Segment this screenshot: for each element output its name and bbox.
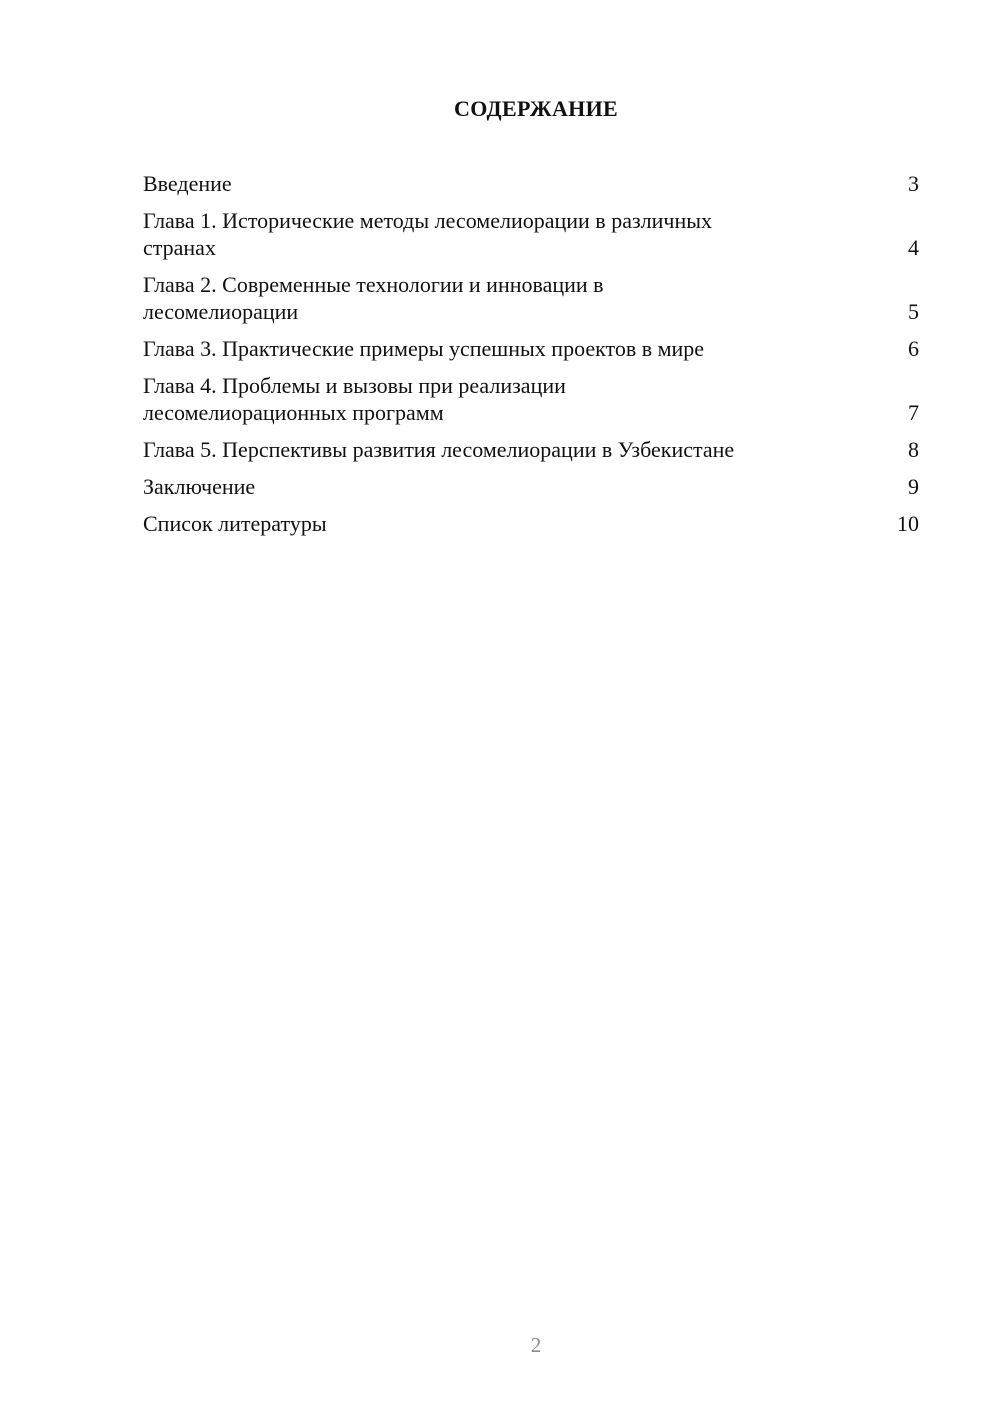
toc-entry-chapter-2[interactable]: [143, 271, 919, 325]
toc-entry-chapter-4[interactable]: [143, 372, 919, 426]
toc-entry-references[interactable]: [143, 510, 919, 537]
toc-entry-title-line: Заключение: [143, 474, 256, 499]
toc-entry-page: 9: [908, 474, 919, 499]
toc-entry-title: [143, 510, 843, 537]
toc-entry-title: [143, 335, 843, 362]
toc-entry-page: 3: [908, 171, 919, 196]
toc-entry-title: [143, 170, 843, 197]
toc-entry-title: [143, 372, 843, 426]
toc-entry-title: [143, 436, 843, 463]
toc-entry-conclusion[interactable]: [143, 473, 919, 500]
toc-entry-title-line: Глава 2. Современные технологии и инновации в: [143, 272, 604, 297]
toc-entry-title-line: Введение: [143, 171, 232, 196]
page-number: 2: [530, 1333, 542, 1357]
toc-entry-title-line: Список литературы: [143, 511, 327, 536]
toc-entry-page: 10: [897, 511, 919, 536]
toc-entry-page: 4: [908, 235, 919, 260]
toc-entry-title-line: Глава 1. Исторические методы лесомелиорации в различных: [143, 208, 713, 233]
toc-entry-page: 7: [908, 400, 919, 425]
toc-entry-page: 5: [908, 299, 919, 324]
toc-entry-title: [143, 271, 843, 325]
toc-entry-chapter-3[interactable]: [143, 335, 919, 362]
toc-entry-chapter-5[interactable]: [143, 436, 919, 463]
toc-entry-title-line: Глава 4. Проблемы и вызовы при реализации: [143, 373, 566, 398]
toc-entry-title-line: лесомелиорации: [143, 299, 299, 324]
toc-entry-title: [143, 207, 843, 261]
toc-entry-title-line: Глава 5. Перспективы развития лесомелиорации в Узбекистане: [143, 437, 735, 462]
toc-entry-title: [143, 473, 843, 500]
toc-entry-chapter-1[interactable]: [143, 207, 919, 261]
toc-entry-title-line: Глава 3. Практические примеры успешных проектов в мире: [143, 336, 705, 361]
table-of-contents: [143, 170, 919, 547]
page-title: СОДЕРЖАНИЕ: [454, 96, 618, 121]
toc-entry-page: 6: [908, 336, 919, 361]
toc-entry-title-line: лесомелиорационных программ: [143, 400, 444, 425]
toc-entry-introduction[interactable]: [143, 170, 919, 197]
toc-entry-title-line: странах: [143, 235, 216, 260]
toc-entry-page: 8: [908, 437, 919, 462]
